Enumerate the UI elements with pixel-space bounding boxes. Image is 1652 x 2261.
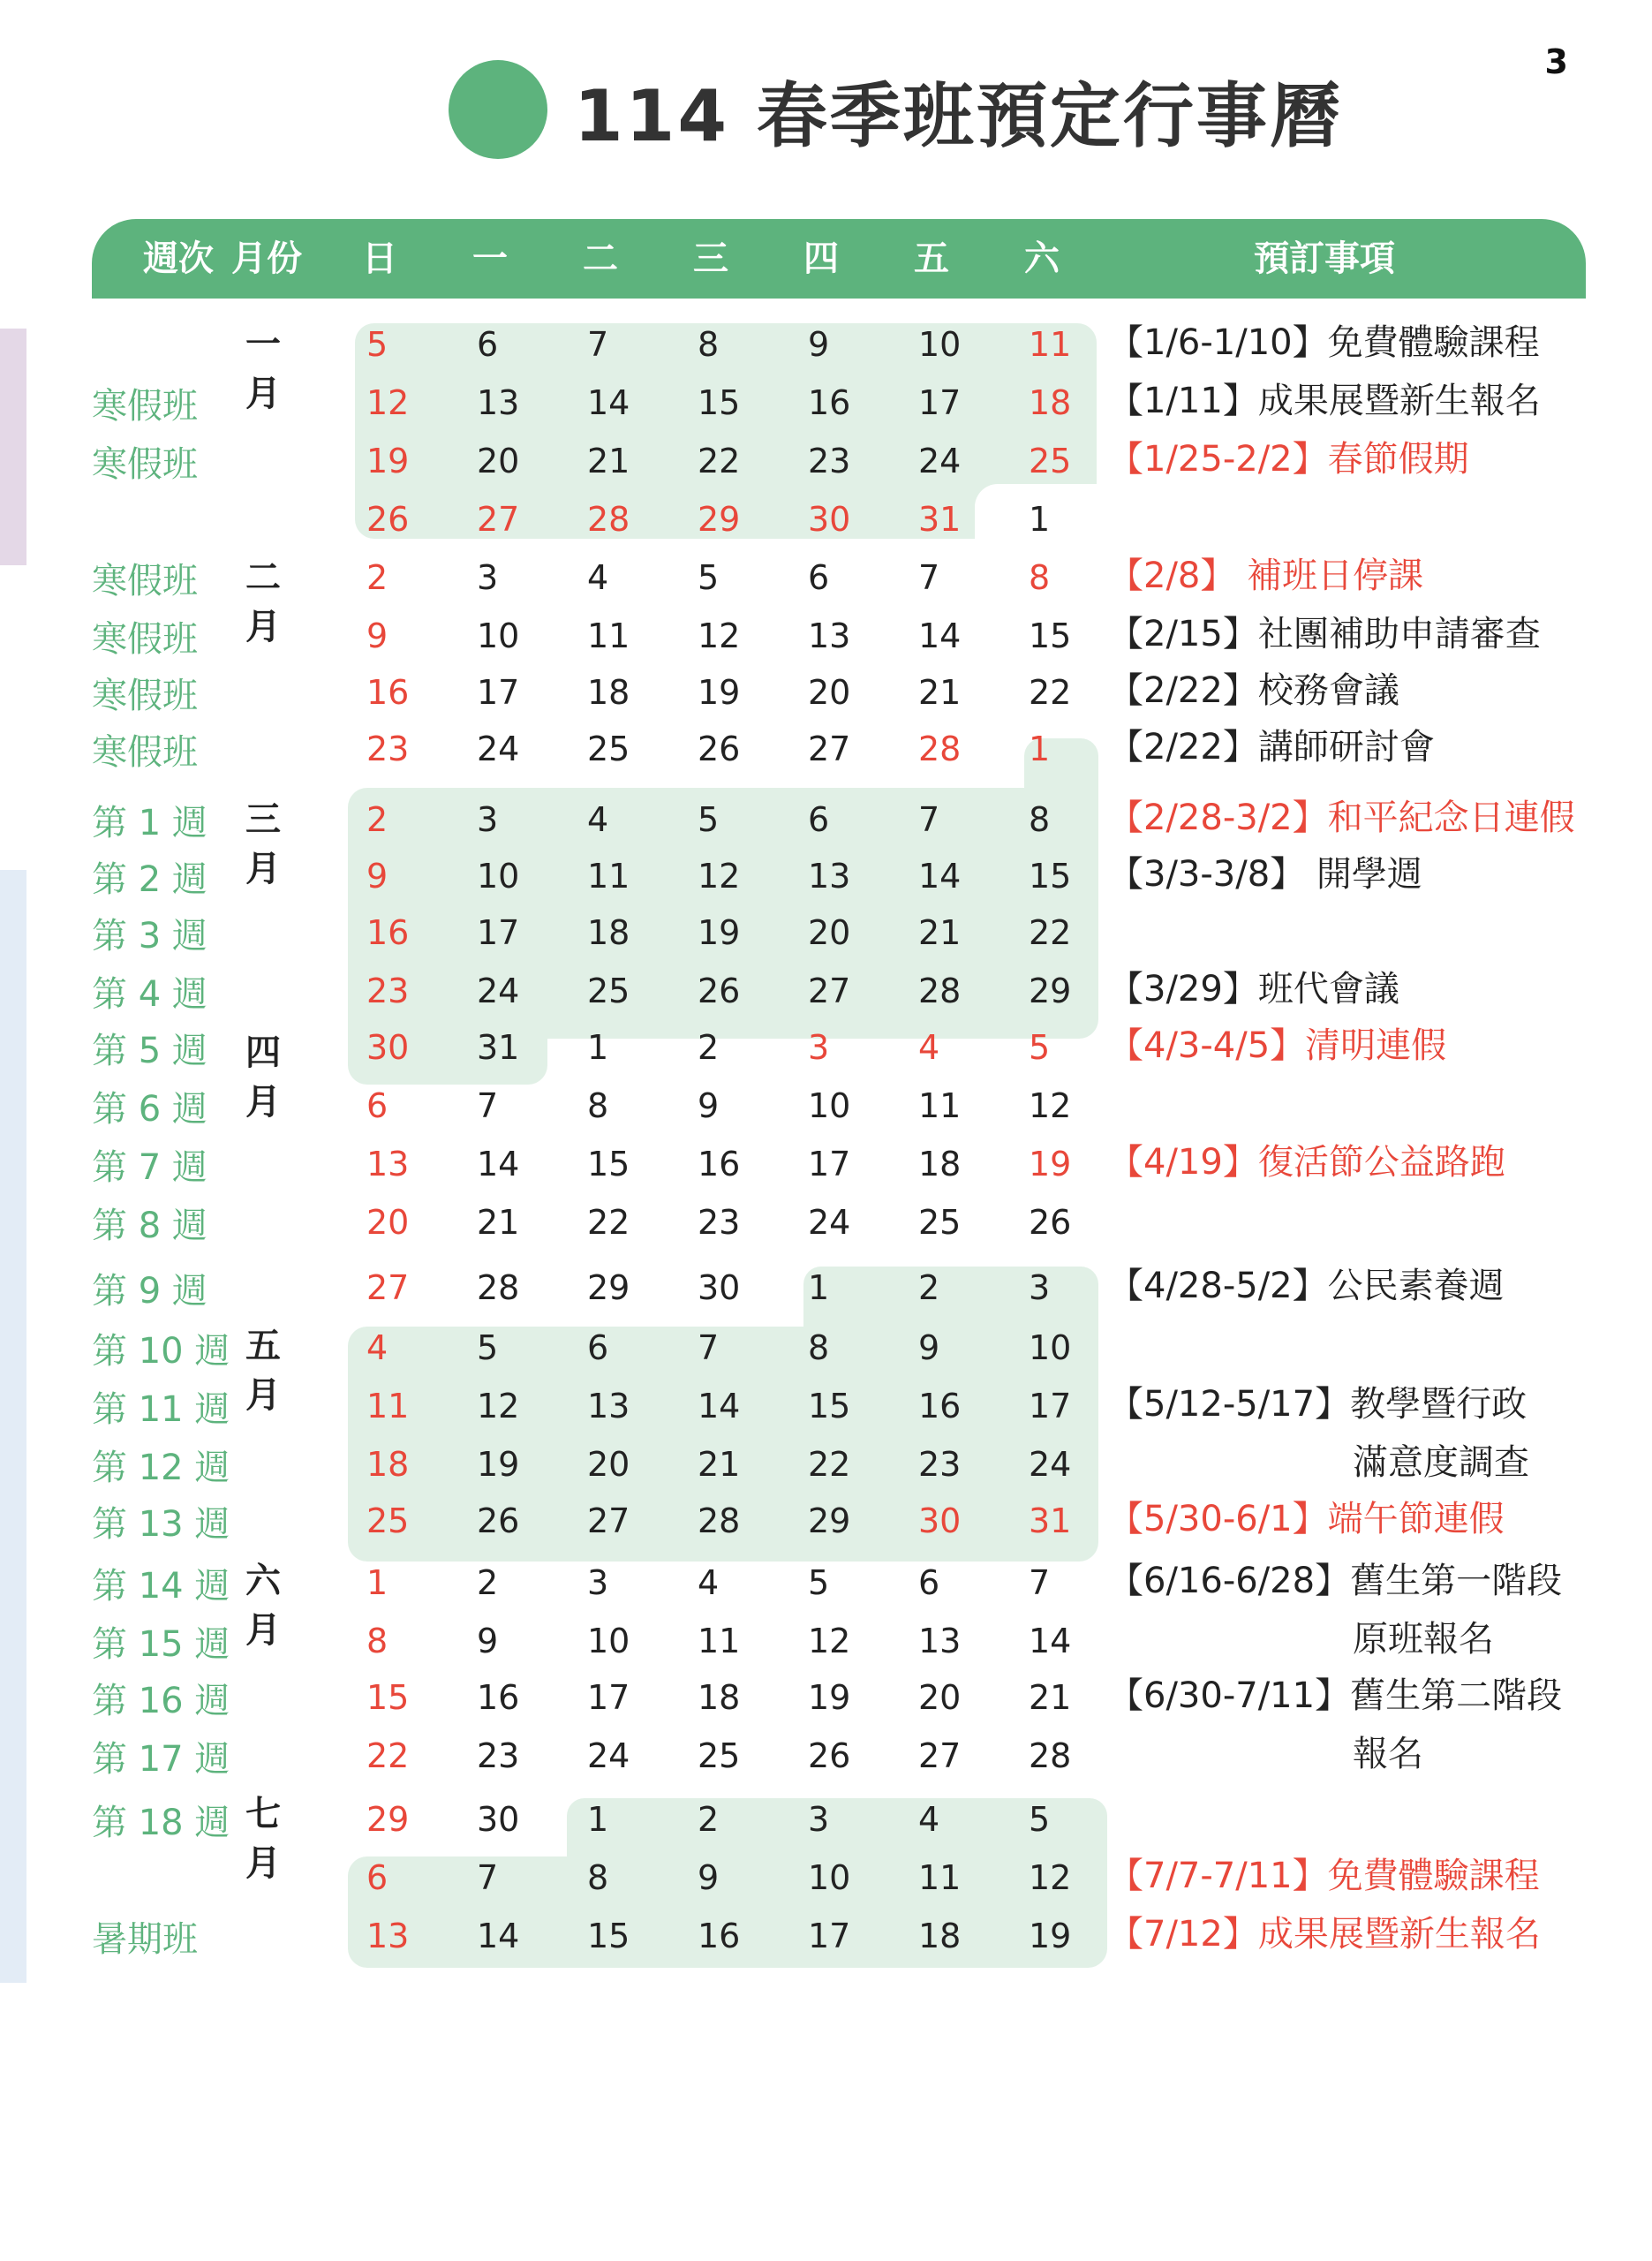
date-cell: 25 bbox=[587, 730, 630, 768]
date-cell: 16 bbox=[808, 383, 851, 422]
week-label: 寒假班 bbox=[92, 444, 198, 485]
date-cell: 4 bbox=[918, 1800, 940, 1839]
date-cell: 27 bbox=[808, 972, 851, 1010]
date-cell: 14 bbox=[918, 616, 962, 655]
date-cell: 23 bbox=[808, 442, 851, 480]
event-item: 【3/3-3/8】 開學週 bbox=[1108, 854, 1422, 895]
header-day-wed: 三 bbox=[693, 238, 728, 279]
date-cell: 26 bbox=[808, 1736, 851, 1775]
date-cell: 10 bbox=[1029, 1328, 1072, 1367]
date-cell: 27 bbox=[587, 1501, 630, 1540]
date-cell: 29 bbox=[808, 1501, 851, 1540]
week-label: 第 9 週 bbox=[92, 1271, 207, 1312]
header-week: 週次 bbox=[143, 238, 214, 279]
date-cell: 3 bbox=[808, 1800, 830, 1839]
date-cell: 15 bbox=[808, 1387, 851, 1425]
date-cell: 24 bbox=[808, 1203, 851, 1242]
date-cell: 8 bbox=[1029, 800, 1051, 839]
event-item: 【1/25-2/2】春節假期 bbox=[1108, 439, 1469, 480]
date-cell: 23 bbox=[366, 730, 410, 768]
week-label: 第 14 週 bbox=[92, 1566, 230, 1607]
date-cell: 18 bbox=[698, 1678, 741, 1717]
date-cell: 21 bbox=[918, 913, 962, 952]
date-cell: 11 bbox=[587, 616, 630, 655]
date-cell: 1 bbox=[808, 1268, 830, 1307]
date-cell: 3 bbox=[477, 558, 499, 597]
date-cell: 2 bbox=[698, 1028, 720, 1067]
date-cell: 11 bbox=[366, 1387, 410, 1425]
date-cell: 6 bbox=[918, 1563, 940, 1602]
date-cell: 19 bbox=[1029, 1917, 1072, 1955]
date-cell: 8 bbox=[1029, 558, 1051, 597]
date-cell: 13 bbox=[808, 616, 851, 655]
event-item: 【1/11】成果展暨新生報名 bbox=[1108, 381, 1541, 421]
date-cell: 2 bbox=[366, 558, 388, 597]
month-label: 二 bbox=[245, 557, 281, 598]
date-cell: 16 bbox=[366, 913, 410, 952]
week-label: 第 7 週 bbox=[92, 1147, 207, 1188]
header-events: 預訂事項 bbox=[1254, 238, 1395, 279]
header-day-sun: 日 bbox=[362, 238, 397, 279]
date-cell: 23 bbox=[918, 1445, 962, 1484]
event-item: 【5/12-5/17】教學暨行政 bbox=[1108, 1384, 1528, 1425]
date-cell: 19 bbox=[808, 1678, 851, 1717]
date-cell: 3 bbox=[1029, 1268, 1051, 1307]
month-label: 月 bbox=[245, 1843, 281, 1884]
date-cell: 1 bbox=[366, 1563, 388, 1602]
date-cell: 7 bbox=[587, 325, 609, 364]
event-item: 【1/6-1/10】免費體驗課程 bbox=[1108, 322, 1540, 363]
date-cell: 25 bbox=[587, 972, 630, 1010]
month-label: 月 bbox=[245, 1082, 281, 1123]
date-cell: 16 bbox=[698, 1917, 741, 1955]
date-cell: 11 bbox=[918, 1086, 962, 1125]
date-cell: 30 bbox=[808, 500, 851, 539]
date-cell: 15 bbox=[1029, 857, 1072, 896]
date-cell: 17 bbox=[918, 383, 962, 422]
header-day-thu: 四 bbox=[803, 238, 839, 279]
date-cell: 28 bbox=[587, 500, 630, 539]
date-cell: 16 bbox=[698, 1145, 741, 1183]
date-cell: 21 bbox=[698, 1445, 741, 1484]
date-cell: 30 bbox=[918, 1501, 962, 1540]
date-cell: 19 bbox=[366, 442, 410, 480]
date-cell: 13 bbox=[366, 1917, 410, 1955]
date-cell: 7 bbox=[698, 1328, 720, 1367]
date-cell: 18 bbox=[1029, 383, 1072, 422]
date-cell: 17 bbox=[808, 1917, 851, 1955]
week-label: 第 4 週 bbox=[92, 974, 207, 1015]
date-cell: 2 bbox=[918, 1268, 940, 1307]
header-day-mon: 一 bbox=[472, 238, 508, 279]
event-item: 【2/22】校務會議 bbox=[1108, 670, 1399, 711]
date-cell: 26 bbox=[477, 1501, 520, 1540]
date-cell: 11 bbox=[587, 857, 630, 896]
date-cell: 28 bbox=[1029, 1736, 1072, 1775]
event-item: 報名 bbox=[1353, 1734, 1423, 1774]
date-cell: 25 bbox=[366, 1501, 410, 1540]
date-cell: 27 bbox=[918, 1736, 962, 1775]
date-cell: 26 bbox=[698, 972, 741, 1010]
date-cell: 6 bbox=[366, 1858, 388, 1897]
month-label: 七 bbox=[245, 1794, 281, 1834]
date-cell: 28 bbox=[477, 1268, 520, 1307]
date-cell: 22 bbox=[1029, 913, 1072, 952]
date-cell: 28 bbox=[918, 730, 962, 768]
week-label: 寒假班 bbox=[92, 561, 198, 601]
date-cell: 17 bbox=[1029, 1387, 1072, 1425]
event-item: 【3/29】班代會議 bbox=[1108, 969, 1399, 1010]
date-cell: 2 bbox=[477, 1563, 499, 1602]
date-cell: 13 bbox=[918, 1622, 962, 1660]
date-cell: 31 bbox=[477, 1028, 520, 1067]
date-cell: 10 bbox=[918, 325, 962, 364]
date-cell: 18 bbox=[918, 1917, 962, 1955]
date-cell: 22 bbox=[698, 442, 741, 480]
date-cell: 26 bbox=[1029, 1203, 1072, 1242]
date-cell: 20 bbox=[477, 442, 520, 480]
week-label: 寒假班 bbox=[92, 386, 198, 427]
date-cell: 13 bbox=[808, 857, 851, 896]
date-cell: 20 bbox=[918, 1678, 962, 1717]
date-cell: 12 bbox=[366, 383, 410, 422]
date-cell: 1 bbox=[587, 1800, 609, 1839]
date-cell: 25 bbox=[918, 1203, 962, 1242]
date-cell: 27 bbox=[477, 500, 520, 539]
date-cell: 12 bbox=[477, 1387, 520, 1425]
date-cell: 12 bbox=[1029, 1086, 1072, 1125]
date-cell: 24 bbox=[477, 730, 520, 768]
date-cell: 15 bbox=[587, 1145, 630, 1183]
date-cell: 19 bbox=[698, 913, 741, 952]
date-cell: 18 bbox=[587, 673, 630, 712]
date-cell: 18 bbox=[587, 913, 630, 952]
date-cell: 10 bbox=[808, 1086, 851, 1125]
week-label: 第 3 週 bbox=[92, 916, 207, 957]
week-label: 第 2 週 bbox=[92, 859, 207, 900]
date-cell: 20 bbox=[366, 1203, 410, 1242]
date-cell: 16 bbox=[477, 1678, 520, 1717]
date-cell: 6 bbox=[366, 1086, 388, 1125]
date-cell: 15 bbox=[698, 383, 741, 422]
date-cell: 28 bbox=[918, 972, 962, 1010]
page-number: 3 bbox=[1544, 42, 1568, 81]
date-cell: 1 bbox=[1029, 500, 1051, 539]
event-item: 【7/12】成果展暨新生報名 bbox=[1108, 1914, 1541, 1955]
month-label: 三 bbox=[245, 799, 281, 840]
date-cell: 23 bbox=[477, 1736, 520, 1775]
date-cell: 5 bbox=[477, 1328, 499, 1367]
date-cell: 20 bbox=[587, 1445, 630, 1484]
week-label: 第 10 週 bbox=[92, 1331, 230, 1372]
date-cell: 17 bbox=[477, 913, 520, 952]
date-cell: 19 bbox=[1029, 1145, 1072, 1183]
header-day-fri: 五 bbox=[914, 238, 949, 279]
date-cell: 18 bbox=[366, 1445, 410, 1484]
week-label: 第 17 週 bbox=[92, 1739, 230, 1780]
week-label: 第 11 週 bbox=[92, 1389, 230, 1430]
month-label: 一 bbox=[245, 324, 281, 365]
page-title: 114 春季班預定行事曆 bbox=[574, 74, 1343, 157]
date-cell: 24 bbox=[918, 442, 962, 480]
date-cell: 3 bbox=[587, 1563, 609, 1602]
date-cell: 22 bbox=[808, 1445, 851, 1484]
header-day-sat: 六 bbox=[1024, 238, 1060, 279]
date-cell: 9 bbox=[698, 1858, 720, 1897]
date-cell: 16 bbox=[366, 673, 410, 712]
date-cell: 24 bbox=[477, 972, 520, 1010]
date-cell: 12 bbox=[808, 1622, 851, 1660]
event-item: 【4/19】復活節公益路跑 bbox=[1108, 1142, 1505, 1183]
week-label: 第 13 週 bbox=[92, 1504, 230, 1545]
date-cell: 13 bbox=[366, 1145, 410, 1183]
event-item: 原班報名 bbox=[1353, 1619, 1494, 1660]
date-cell: 8 bbox=[366, 1622, 388, 1660]
date-cell: 8 bbox=[698, 325, 720, 364]
date-cell: 21 bbox=[587, 442, 630, 480]
date-cell: 15 bbox=[1029, 616, 1072, 655]
month-label: 四 bbox=[245, 1032, 281, 1073]
date-cell: 5 bbox=[698, 558, 720, 597]
date-cell: 5 bbox=[1029, 1028, 1051, 1067]
date-cell: 12 bbox=[1029, 1858, 1072, 1897]
week-label: 寒假班 bbox=[92, 619, 198, 660]
date-cell: 14 bbox=[477, 1145, 520, 1183]
week-label: 暑期班 bbox=[92, 1919, 198, 1960]
date-cell: 14 bbox=[1029, 1622, 1072, 1660]
date-cell: 15 bbox=[587, 1917, 630, 1955]
date-cell: 4 bbox=[587, 558, 609, 597]
date-cell: 7 bbox=[918, 800, 940, 839]
date-cell: 14 bbox=[698, 1387, 741, 1425]
date-cell: 9 bbox=[477, 1622, 499, 1660]
date-cell: 25 bbox=[698, 1736, 741, 1775]
date-cell: 10 bbox=[808, 1858, 851, 1897]
date-cell: 17 bbox=[587, 1678, 630, 1717]
event-item: 【6/16-6/28】舊生第一階段 bbox=[1108, 1561, 1563, 1601]
event-item: 【2/28-3/2】和平紀念日連假 bbox=[1108, 798, 1575, 838]
month-label: 月 bbox=[245, 1375, 281, 1416]
date-cell: 14 bbox=[477, 1917, 520, 1955]
date-cell: 29 bbox=[698, 500, 741, 539]
date-cell: 19 bbox=[698, 673, 741, 712]
week-label: 寒假班 bbox=[92, 732, 198, 773]
date-cell: 14 bbox=[587, 383, 630, 422]
week-label: 第 16 週 bbox=[92, 1681, 230, 1721]
date-cell: 14 bbox=[918, 857, 962, 896]
date-cell: 9 bbox=[808, 325, 830, 364]
date-cell: 23 bbox=[366, 972, 410, 1010]
event-item: 【6/30-7/11】舊生第二階段 bbox=[1108, 1675, 1563, 1716]
date-cell: 4 bbox=[918, 1028, 940, 1067]
date-cell: 1 bbox=[587, 1028, 609, 1067]
date-cell: 22 bbox=[1029, 673, 1072, 712]
week-label: 第 1 週 bbox=[92, 803, 207, 843]
date-cell: 28 bbox=[698, 1501, 741, 1540]
event-item: 【2/8】 補班日停課 bbox=[1108, 556, 1424, 596]
date-cell: 29 bbox=[366, 1800, 410, 1839]
date-cell: 30 bbox=[477, 1800, 520, 1839]
date-cell: 9 bbox=[918, 1328, 940, 1367]
date-cell: 5 bbox=[366, 325, 388, 364]
month-label: 月 bbox=[245, 374, 281, 414]
date-cell: 31 bbox=[1029, 1501, 1072, 1540]
date-cell: 9 bbox=[698, 1086, 720, 1125]
date-cell: 31 bbox=[918, 500, 962, 539]
date-cell: 12 bbox=[698, 616, 741, 655]
header-month: 月份 bbox=[231, 238, 302, 279]
date-cell: 15 bbox=[366, 1678, 410, 1717]
date-cell: 12 bbox=[698, 857, 741, 896]
event-item: 滿意度調查 bbox=[1353, 1442, 1529, 1483]
event-item: 【5/30-6/1】端午節連假 bbox=[1108, 1499, 1505, 1539]
date-cell: 2 bbox=[698, 1800, 720, 1839]
event-item: 【2/15】社團補助申請審查 bbox=[1108, 614, 1541, 654]
date-cell: 7 bbox=[1029, 1563, 1051, 1602]
date-cell: 6 bbox=[587, 1328, 609, 1367]
date-cell: 17 bbox=[477, 673, 520, 712]
date-cell: 21 bbox=[918, 673, 962, 712]
date-cell: 10 bbox=[477, 616, 520, 655]
date-cell: 8 bbox=[587, 1858, 609, 1897]
month-label: 月 bbox=[245, 607, 281, 647]
date-cell: 17 bbox=[808, 1145, 851, 1183]
date-cell: 4 bbox=[587, 800, 609, 839]
date-cell: 11 bbox=[918, 1858, 962, 1897]
date-cell: 18 bbox=[918, 1145, 962, 1183]
header-day-tue: 二 bbox=[583, 238, 618, 279]
date-cell: 3 bbox=[808, 1028, 830, 1067]
date-cell: 5 bbox=[698, 800, 720, 839]
date-cell: 24 bbox=[1029, 1445, 1072, 1484]
date-cell: 22 bbox=[587, 1203, 630, 1242]
date-cell: 26 bbox=[698, 730, 741, 768]
date-cell: 6 bbox=[808, 800, 830, 839]
date-cell: 29 bbox=[1029, 972, 1072, 1010]
date-cell: 7 bbox=[918, 558, 940, 597]
date-cell: 7 bbox=[477, 1086, 499, 1125]
week-label: 第 6 週 bbox=[92, 1089, 207, 1130]
date-cell: 11 bbox=[1029, 325, 1072, 364]
date-cell: 3 bbox=[477, 800, 499, 839]
event-item: 【2/22】講師研討會 bbox=[1108, 727, 1435, 768]
date-cell: 9 bbox=[366, 857, 388, 896]
date-cell: 27 bbox=[808, 730, 851, 768]
month-label: 五 bbox=[245, 1326, 281, 1366]
date-cell: 24 bbox=[587, 1736, 630, 1775]
date-cell: 10 bbox=[477, 857, 520, 896]
date-cell: 2 bbox=[366, 800, 388, 839]
week-label: 寒假班 bbox=[92, 676, 198, 716]
date-cell: 20 bbox=[808, 673, 851, 712]
date-cell: 21 bbox=[1029, 1678, 1072, 1717]
month-label: 六 bbox=[245, 1561, 281, 1601]
date-cell: 13 bbox=[477, 383, 520, 422]
date-cell: 10 bbox=[587, 1622, 630, 1660]
date-cell: 26 bbox=[366, 500, 410, 539]
date-cell: 20 bbox=[808, 913, 851, 952]
date-cell: 6 bbox=[477, 325, 499, 364]
date-cell: 25 bbox=[1029, 442, 1072, 480]
week-label: 第 5 週 bbox=[92, 1031, 207, 1071]
date-cell: 19 bbox=[477, 1445, 520, 1484]
date-cell: 30 bbox=[698, 1268, 741, 1307]
event-item: 【4/3-4/5】清明連假 bbox=[1108, 1025, 1447, 1066]
date-cell: 9 bbox=[366, 616, 388, 655]
event-item: 【4/28-5/2】公民素養週 bbox=[1108, 1266, 1505, 1306]
date-cell: 22 bbox=[366, 1736, 410, 1775]
date-cell: 7 bbox=[477, 1858, 499, 1897]
month-label: 月 bbox=[245, 849, 281, 889]
week-label: 第 18 週 bbox=[92, 1803, 230, 1843]
date-cell: 11 bbox=[698, 1622, 741, 1660]
date-cell: 1 bbox=[1029, 730, 1051, 768]
month-label: 月 bbox=[245, 1610, 281, 1651]
date-cell: 30 bbox=[366, 1028, 410, 1067]
week-label: 第 15 週 bbox=[92, 1624, 230, 1665]
date-cell: 4 bbox=[698, 1563, 720, 1602]
date-cell: 8 bbox=[808, 1328, 830, 1367]
event-item: 【7/7-7/11】免費體驗課程 bbox=[1108, 1856, 1540, 1896]
date-cell: 29 bbox=[587, 1268, 630, 1307]
date-cell: 4 bbox=[366, 1328, 388, 1367]
date-cell: 27 bbox=[366, 1268, 410, 1307]
date-cell: 23 bbox=[698, 1203, 741, 1242]
date-cell: 8 bbox=[587, 1086, 609, 1125]
date-cell: 21 bbox=[477, 1203, 520, 1242]
date-cell: 5 bbox=[808, 1563, 830, 1602]
week-label: 第 8 週 bbox=[92, 1206, 207, 1246]
date-cell: 13 bbox=[587, 1387, 630, 1425]
date-cell: 5 bbox=[1029, 1800, 1051, 1839]
week-label: 第 12 週 bbox=[92, 1448, 230, 1488]
date-cell: 16 bbox=[918, 1387, 962, 1425]
date-cell: 6 bbox=[808, 558, 830, 597]
